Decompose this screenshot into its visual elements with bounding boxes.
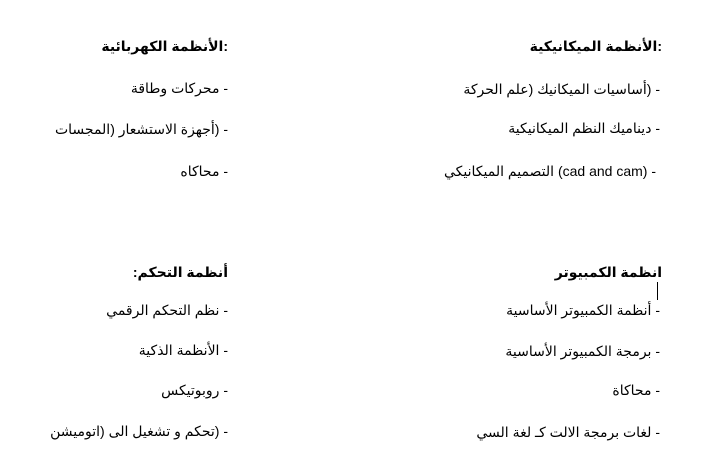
mechanical-item-3: - (cad and cam) التصميم الميكانيكي: [444, 163, 656, 179]
electrical-systems-heading: :الأنظمة الكهربائية: [101, 38, 228, 54]
control-item-2: - الأنظمة الذكية: [138, 342, 228, 358]
mechanical-item-2: - ديناميك النظم الميكانيكية: [508, 120, 660, 136]
computer-item-3: - محاكاة: [612, 382, 660, 398]
computer-systems-heading: انظمة الكمبيوتر: [554, 264, 662, 280]
control-item-4: - (تحكم و تشغيل الى (اتوميشن: [50, 423, 228, 439]
mechanical-item-1: - (أساسيات الميكانيك (علم الحركة: [463, 81, 660, 97]
computer-item-1: - أنظمة الكمبيوتر الأساسية: [506, 302, 660, 318]
electrical-item-3: - محاكاه: [180, 163, 228, 179]
control-item-3: - روبوتيكس: [161, 382, 228, 398]
control-item-1: - نظم التحكم الرقمي: [106, 302, 228, 318]
control-systems-heading: أنظمة التحكم:: [132, 264, 228, 280]
electrical-item-1: - محركات وطاقة: [130, 80, 228, 96]
mechanical-systems-heading: :الأنظمة الميكانيكية: [529, 38, 662, 54]
text-cursor: [657, 282, 658, 300]
computer-item-4: - لغات برمجة الالت كـ لغة السي: [476, 424, 660, 440]
electrical-item-2: - (أجهزة الاستشعار (المجسات: [54, 121, 228, 137]
computer-item-2: - برمجة الكمبيوتر الأساسية: [505, 343, 660, 359]
